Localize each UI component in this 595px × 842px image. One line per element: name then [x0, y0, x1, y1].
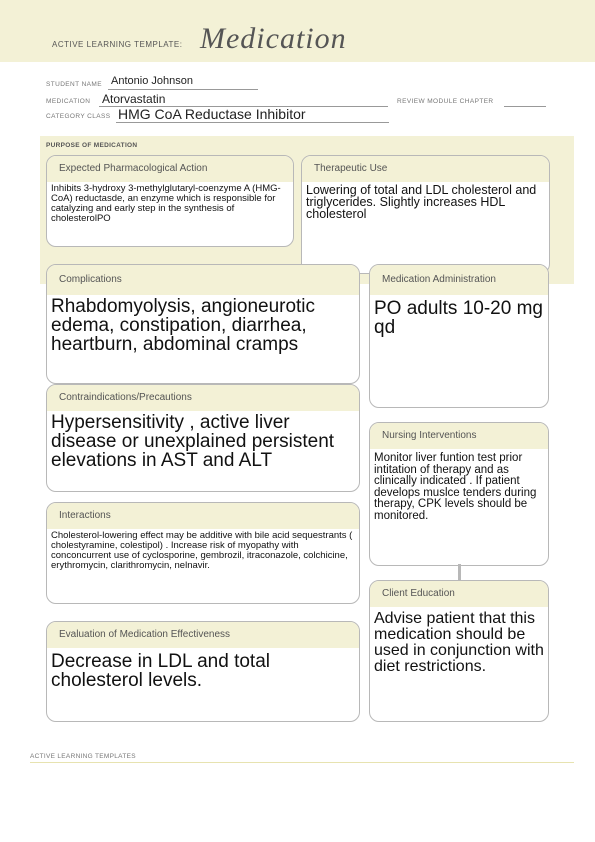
interactions-title: Interactions — [47, 503, 359, 529]
contraindications-title: Contraindications/Precautions — [47, 385, 359, 411]
template-title: Medication — [200, 22, 347, 55]
template-label: ACTIVE LEARNING TEMPLATE: — [52, 40, 183, 49]
complications-box — [46, 264, 360, 384]
footer-divider — [30, 762, 574, 763]
nursing-interventions-box — [369, 422, 549, 566]
footer-label: ACTIVE LEARNING TEMPLATES — [30, 753, 136, 760]
interactions-box — [46, 502, 360, 604]
purpose-title: PURPOSE OF MEDICATION — [46, 142, 138, 149]
category-class-underline — [116, 122, 389, 123]
therapeutic-use-text[interactable]: Lowering of total and LDL cholesterol and triglycerides. Slightly increases HDL cholesterol — [306, 183, 537, 221]
student-name-underline — [108, 89, 258, 90]
student-name-value[interactable]: Antonio Johnson — [111, 75, 193, 87]
review-module-underline — [504, 106, 546, 107]
evaluation-box — [46, 621, 360, 722]
contraindications-text[interactable]: Hypersensitivity , active liver disease or unexplained persistent elevations in AST and ALT — [51, 412, 335, 471]
interactions-text[interactable]: Cholesterol-lowering effect may be additive with bile acid sequestrants ( cholestyramine, colestipol) . Increase risk of myopathy with conconcurrent use of cyclosporine, gembrozil, itraconazole, colchicine, erythromycin, clarithromycin, nelnavir. — [51, 530, 353, 571]
complications-text[interactable]: Rhabdomyolysis, angioneurotic edema, constipation, diarrhea, heartburn, abdominal cramps — [51, 296, 316, 355]
nursing-interventions-text[interactable]: Monitor liver funtion test prior intitation of therapy and as clinically indicated . If patient develops muslce tenders during therapy, CPK levels should be monitored. — [374, 452, 537, 522]
student-name-label: STUDENT NAME — [46, 81, 102, 88]
evaluation-text[interactable]: Decrease in LDL and total cholesterol levels. — [51, 651, 270, 691]
client-education-title: Client Education — [370, 581, 548, 607]
category-class-value[interactable]: HMG CoA Reductase Inhibitor — [118, 106, 306, 122]
contraindications-box — [46, 384, 360, 492]
pharm-action-text[interactable]: Inhibits 3-hydroxy 3-methylglutaryl-coenzyme A (HMG-CoA) reductasde, an enzyme which is responsible for catalyzing and early step in the synthesis of cholesterolPO — [51, 183, 281, 224]
pharm-action-box — [46, 155, 294, 247]
header-banner — [0, 0, 595, 62]
review-module-label: REVIEW MODULE CHAPTER — [397, 98, 494, 105]
client-education-text[interactable]: Advise patient that this medication should be used in conjunction with diet restrictions. — [374, 610, 544, 675]
med-admin-text[interactable]: PO adults 10-20 mg qd — [374, 298, 543, 338]
category-class-label: CATEGORY CLASS — [46, 113, 111, 120]
client-education-box — [369, 580, 549, 722]
med-admin-title: Medication Administration — [370, 265, 548, 295]
medication-label: MEDICATION — [46, 98, 91, 105]
med-admin-box — [369, 264, 549, 408]
pharm-action-title: Expected Pharmacological Action — [47, 156, 293, 182]
section-connector — [458, 564, 461, 580]
therapeutic-use-box — [301, 155, 550, 274]
nursing-interventions-title: Nursing Interventions — [370, 423, 548, 449]
therapeutic-use-title: Therapeutic Use — [302, 156, 549, 182]
evaluation-title: Evaluation of Medication Effectiveness — [47, 622, 359, 648]
medication-value[interactable]: Atorvastatin — [102, 92, 166, 106]
complications-title: Complications — [47, 265, 359, 295]
